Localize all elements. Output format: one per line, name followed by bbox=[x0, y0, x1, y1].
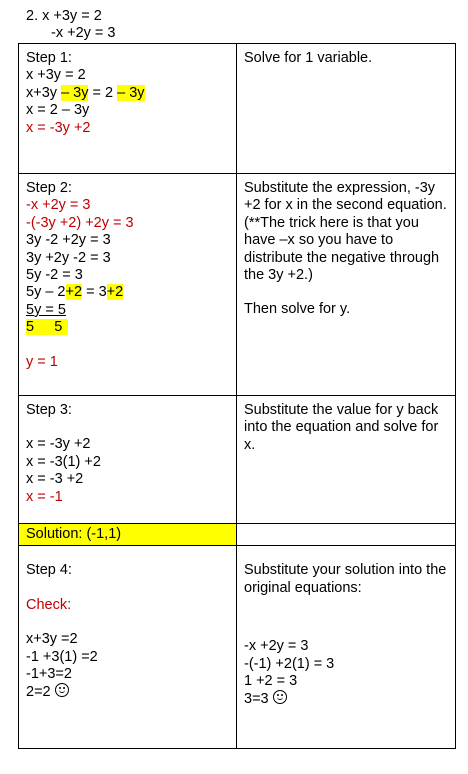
step2-note-main: Substitute the expression, -3y +2 for x in the second equation. (**The trick here is that you have –x so you have to distribute the negative through the 3y +2.) bbox=[244, 180, 447, 284]
step4-note bbox=[237, 546, 456, 749]
step3-line2: x = -3(1) +2 bbox=[26, 453, 101, 470]
problem-header bbox=[26, 8, 115, 42]
step2-line7: 5y = 5 bbox=[26, 301, 66, 318]
step4-row bbox=[19, 546, 456, 749]
step2-line9: y = 1 bbox=[26, 353, 58, 370]
smiley-face-icon bbox=[273, 690, 287, 704]
step2-row bbox=[19, 174, 456, 396]
step3-line4: x = -1 bbox=[26, 488, 63, 505]
step1-line3: x = 2 – 3y bbox=[26, 102, 90, 119]
step4-right-line2: -(-1) +2(1) = 3 bbox=[244, 655, 335, 672]
step2-line5: 5y -2 = 3 bbox=[26, 267, 83, 284]
step2-line8: 5 5 bbox=[26, 319, 229, 336]
step3-note: Substitute the value for y back into the equation and solve for x. bbox=[237, 396, 456, 524]
solution-text: Solution: (-1,1) bbox=[19, 524, 237, 546]
solution-empty bbox=[237, 524, 456, 546]
step2-line3: 3y -2 +2y = 3 bbox=[26, 232, 111, 249]
step2-line6: 5y – 2+2 = 3+2 bbox=[26, 284, 124, 301]
step4-right-line4: 3=3 bbox=[244, 690, 448, 708]
step2-label: Step 2: bbox=[26, 180, 72, 196]
step3-line3: x = -3 +2 bbox=[26, 471, 84, 488]
step1-label: Step 1: bbox=[26, 50, 72, 66]
step1-row bbox=[19, 44, 456, 174]
step4-work bbox=[19, 546, 237, 749]
step4-right-line1: -x +2y = 3 bbox=[244, 638, 309, 655]
step3-label: Step 3: bbox=[26, 402, 72, 418]
step2-note-then: Then solve for y. bbox=[244, 301, 351, 318]
step2-line2: -(-3y +2) +2y = 3 bbox=[26, 214, 134, 231]
step4-line3: -1+3=2 bbox=[26, 666, 72, 683]
step4-line2: -1 +3(1) =2 bbox=[26, 648, 98, 665]
step4-right-line3: 1 +2 = 3 bbox=[244, 673, 298, 690]
solution-row bbox=[19, 524, 456, 546]
problem-line-2: -x +2y = 3 bbox=[51, 25, 116, 41]
step4-label: Step 4: bbox=[26, 562, 72, 579]
step1-line2: x+3y – 3y = 2 – 3y bbox=[26, 84, 145, 101]
step2-note bbox=[237, 174, 456, 396]
step4-note-text: Substitute your solution into the original equations: bbox=[244, 562, 447, 596]
step1-work bbox=[19, 44, 237, 174]
step4-line1: x+3y =2 bbox=[26, 631, 78, 648]
step4-line4: 2=2 bbox=[26, 683, 229, 701]
smiley-face-icon bbox=[55, 683, 69, 697]
step2-line4: 3y +2y -2 = 3 bbox=[26, 249, 111, 266]
step2-work bbox=[19, 174, 237, 396]
step1-line4: x = -3y +2 bbox=[26, 119, 91, 136]
step3-row bbox=[19, 396, 456, 524]
step3-work bbox=[19, 396, 237, 524]
step3-line1: x = -3y +2 bbox=[26, 436, 91, 453]
solution-table bbox=[18, 43, 456, 749]
step2-line1: -x +2y = 3 bbox=[26, 197, 91, 214]
step1-line1: x +3y = 2 bbox=[26, 67, 86, 84]
step1-note: Solve for 1 variable. bbox=[237, 44, 456, 174]
step4-check: Check: bbox=[26, 596, 72, 613]
problem-line-1: 2. x +3y = 2 bbox=[26, 8, 102, 24]
